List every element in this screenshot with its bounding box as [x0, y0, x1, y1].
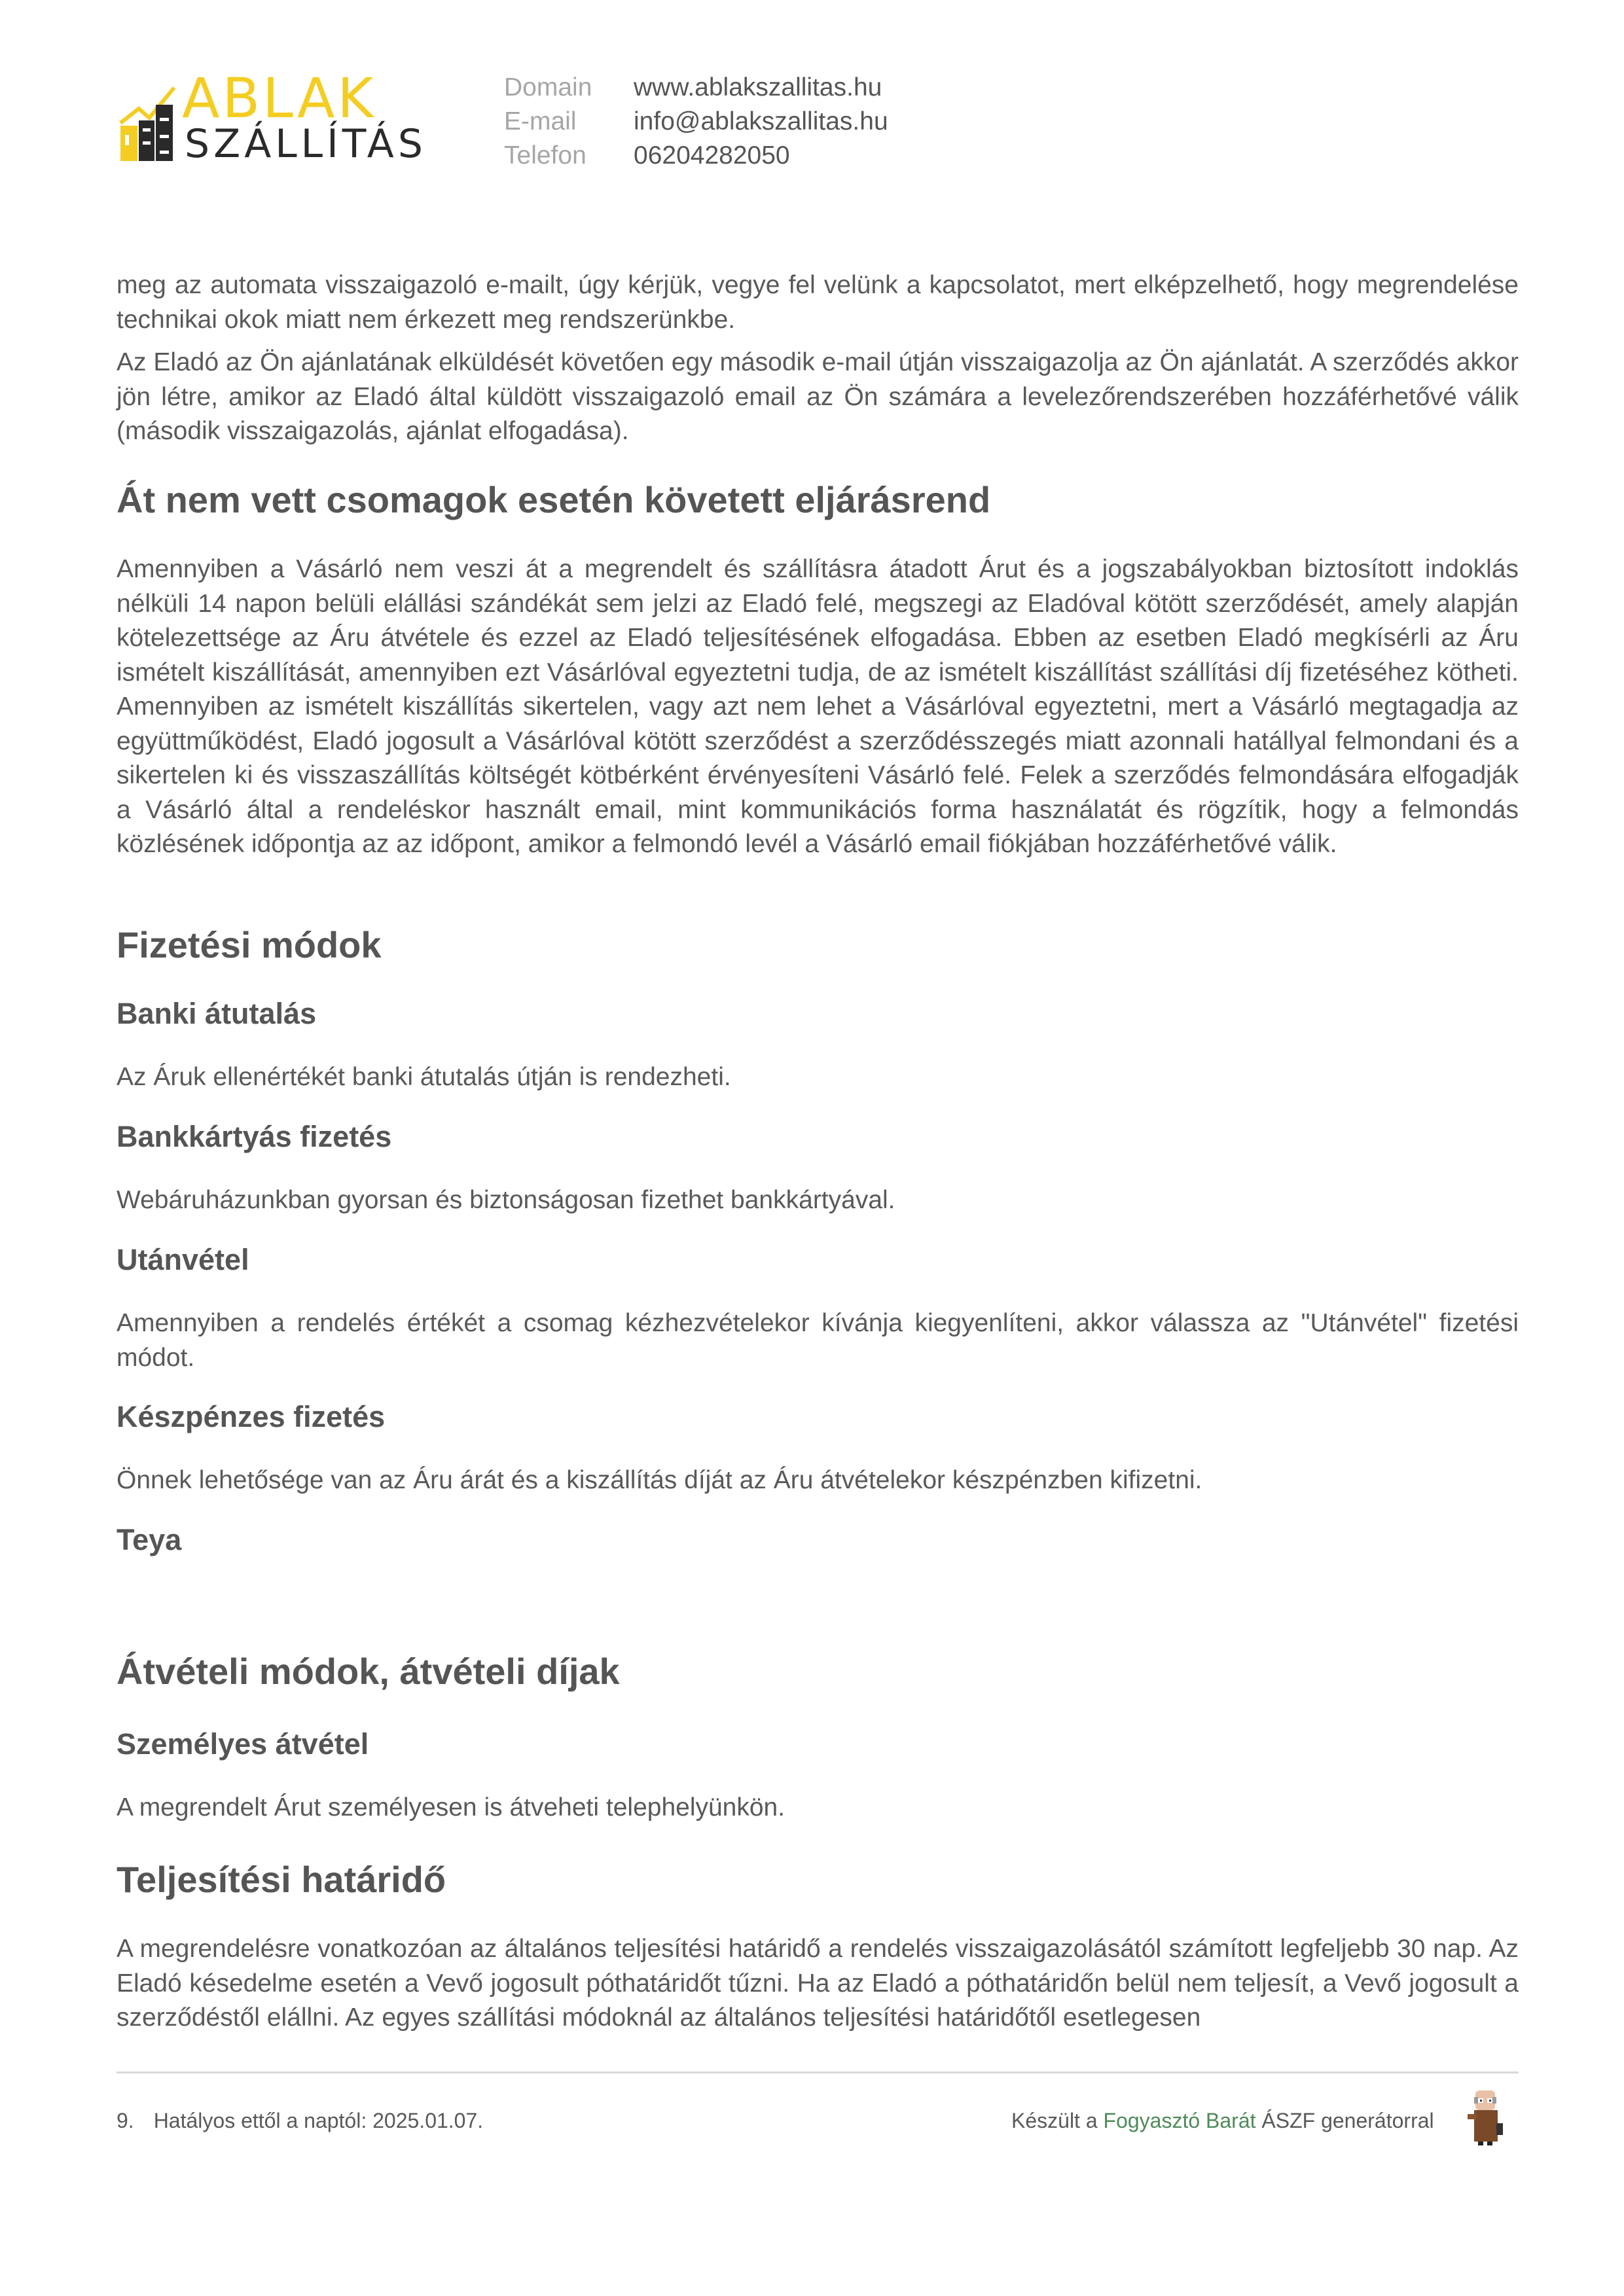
paragraph: A megrendelt Árut személyesen is átveheti telephelyünkön.	[117, 1793, 785, 1821]
domain-link[interactable]: www.ablakszallitas.hu	[634, 73, 882, 101]
footer-effective-date	[117, 2109, 483, 2133]
logo-text-szallitas: SZÁLLÍTÁS	[185, 121, 427, 167]
section-heading: Fizetési módok	[117, 924, 382, 965]
contact-label: Telefon	[504, 141, 586, 170]
footer-credit	[1011, 2109, 1434, 2133]
paragraph: meg az automata visszaigazoló e-mailt, úgy kérjük, vegye fel velünk a kapcsolatot, mert elképzelhető, hogy megrendelése technikai okok miatt nem érkezett meg rendszerünkbe.	[117, 271, 1519, 334]
page-number: 9.	[117, 2109, 134, 2132]
paragraph: Az Áruk ellenértékét banki átutalás útján is rendezheti.	[117, 1063, 731, 1091]
credit-suffix: ÁSZF generátorral	[1261, 2109, 1434, 2132]
section-heading: Át nem vett csomagok esetén követett eljárásrend	[117, 479, 991, 520]
contact-row-phone	[504, 139, 888, 173]
contact-label: E-mail	[504, 107, 577, 135]
company-logo	[117, 66, 450, 167]
contact-row-email	[504, 105, 888, 139]
paragraph: Amennyiben a Vásárló nem veszi át a megrendelt és szállításra átadott Árut és a jogszabályokban biztosított indoklás nélküli 14 napon belüli elállási szándékát sem jelzi az Eladó felé, megszegi az Eladóval kötött szerződését, amely alapján kötelezettsége az Áru átvétele és ezzel az Eladó teljesítésének elfogadása. Ebben az esetben Eladó megkísérli az Áru ismételt kiszállítását, amennyiben ezt Vásárlóval egyeztetni tudja, de az ismételt kiszállítást szállítási díj fizetéséhez kötheti. Amennyiben az ismételt kiszállítás sikertelen, vagy azt nem lehet a Vásárlóval egyeztetni, mert a Vásárló megtagadja az együttműködést, Eladó jogosult a Vásárlóval kötött szerződést a szerződésszegés miatt azonnali hatállyal felmondani és a sikertelen ki és visszaszállítás költségét kötbérként érvényesíteni Vásárló felé. Felek a szerződés felmondására elfogadják a Vásárló által a rendeléskor használt email, mint kommunikációs forma használatát és rögzítik, hogy a felmondás közlésének időpontja az az időpont, amikor a felmondó levél a Vásárló email fiókjában hozzáférhetővé válik.	[117, 555, 1519, 858]
subsection-heading: Készpénzes fizetés	[117, 1400, 386, 1433]
credit-prefix: Készült a	[1011, 2109, 1098, 2132]
subsection-heading: Bankkártyás fizetés	[117, 1120, 392, 1153]
section-heading: Teljesítési határidő	[117, 1859, 446, 1900]
section-heading: Átvételi módok, átvételi díjak	[117, 1651, 620, 1692]
subsection-heading: Teya	[117, 1523, 182, 1556]
generator-link[interactable]: Fogyasztó Barát	[1103, 2109, 1256, 2132]
phone-number: 06204282050	[634, 141, 790, 170]
footer-divider	[117, 2072, 1519, 2073]
paragraph: Webáruházunkban gyorsan és biztonságosan fizethet bankkártyával.	[117, 1186, 895, 1214]
building-chart-logo-icon	[119, 85, 177, 162]
subsection-heading: Személyes átvétel	[117, 1727, 369, 1761]
contact-label: Domain	[504, 73, 592, 101]
paragraph: Amennyiben a rendelés értékét a csomag kézhezvételekor kívánja kiegyenlíteni, akkor válassza az "Utánvétel" fizetési módot.	[117, 1309, 1519, 1372]
paragraph: A megrendelésre vonatkozóan az általános teljesítési határidő a rendelés visszaigazolásától számított legfeljebb 30 nap. Az Eladó késedelme esetén a Vevő jogosult póthatáridőt tűzni. Ha az Eladó a póthatáridőn belül nem teljesít, a Vevő jogosult a szerződéstől elállni. Az egyes szállítási módoknál az általános teljesítési határidőtől esetlegesen	[117, 1935, 1519, 2032]
contact-row-domain	[504, 71, 888, 105]
logo-text-ablak: ABLAK	[182, 66, 376, 130]
paragraph: Az Eladó az Ön ajánlatának elküldését követően egy második e-mail útján visszaigazolja az Ön ajánlatát. A szerződés akkor jön létre, amikor az Eladó által küldött visszaigazoló email az Ön számára a levelezőrendszerében hozzáférhetővé válik (második visszaigazolás, ajánlat elfogadása).	[117, 348, 1519, 445]
subsection-heading: Banki átutalás	[117, 997, 317, 1030]
effective-date-text: Hatályos ettől a naptól: 2025.01.07.	[153, 2109, 484, 2132]
monk-mascot-icon	[1466, 2088, 1508, 2147]
contact-info	[504, 71, 888, 173]
subsection-heading: Utánvétel	[117, 1243, 249, 1276]
page-header	[117, 66, 1524, 175]
email-link[interactable]: info@ablakszallitas.hu	[634, 107, 888, 135]
paragraph: Önnek lehetősége van az Áru árát és a kiszállítás díját az Áru átvételekor készpénzben kifizetni.	[117, 1466, 1202, 1494]
